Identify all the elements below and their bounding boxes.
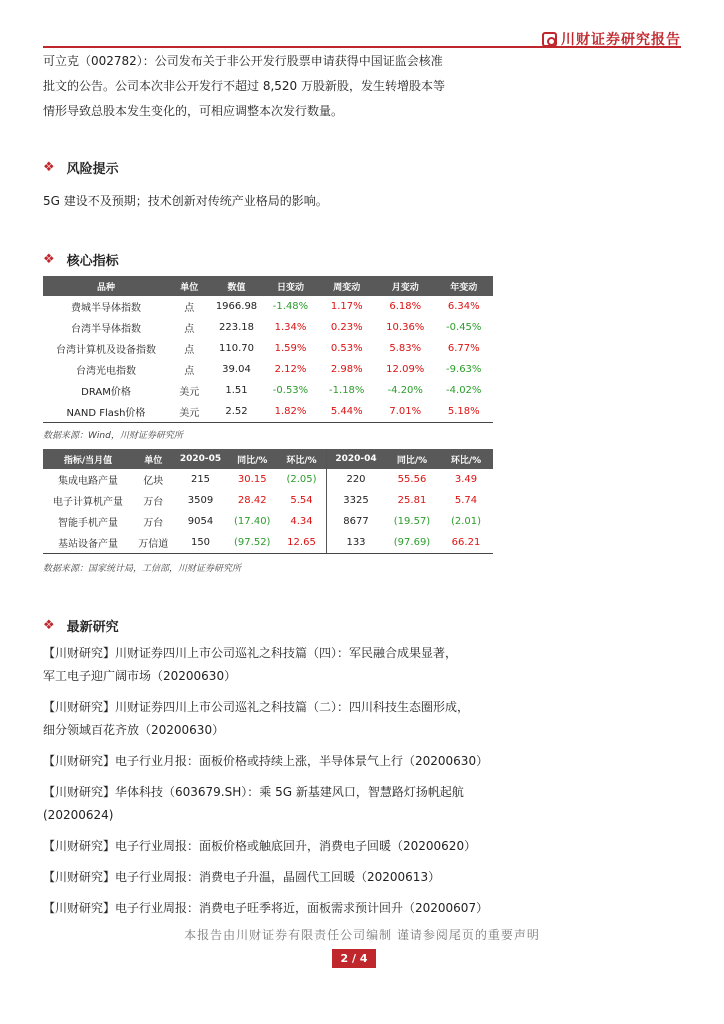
table-cell: 5.74 (454, 495, 478, 506)
column-header: 环比/% (277, 449, 327, 469)
list-item (43, 696, 503, 742)
core-indicators-table (43, 276, 493, 423)
table-cell: -4.20% (387, 385, 423, 396)
table-cell: 12.65 (277, 532, 327, 553)
table-cell: 2.98% (330, 364, 363, 375)
table-row (43, 490, 493, 511)
list-item (43, 897, 503, 920)
table-cell: 8677 (327, 511, 386, 532)
table-header-row (43, 449, 493, 469)
research-item-line: 【川财研究】电子行业周报：消费电子升温，晶圆代工回暖（20200613） (43, 870, 441, 884)
table-cell: 3.49 (454, 474, 478, 485)
table-cell: NAND Flash价格 (43, 401, 169, 422)
table-cell: 2.12% (274, 364, 307, 375)
risk-title: 风险提示 (66, 162, 119, 177)
footer-disclaimer: 本报告由川财证券有限责任公司编制 谨请参阅尾页的重要声明 (184, 928, 540, 942)
column-header: 品种 (43, 276, 169, 296)
brand-logo-icon (542, 32, 557, 47)
table-cell: 美元 (179, 387, 200, 398)
list-item (43, 642, 503, 688)
table-cell: 55.56 (397, 474, 427, 485)
page-number-badge: 2 / 4 (332, 949, 376, 968)
table-cell: 万台 (143, 518, 164, 529)
table-cell: 台湾计算机及设备指数 (56, 345, 156, 356)
table-cell: 133 (327, 532, 386, 553)
table-cell: 费城半导体指数 (71, 303, 141, 314)
latest-title: 最新研究 (66, 620, 119, 635)
table-cell: 12.09% (386, 364, 425, 375)
column-header: 月变动 (376, 276, 435, 296)
risk-text: 5G 建设不及预期；技术创新对传统产业格局的影响。 (43, 194, 328, 208)
column-header: 日变动 (264, 276, 318, 296)
table-cell: (97.52) (228, 532, 278, 553)
column-header: 同比/% (385, 449, 439, 469)
table-cell: -0.53% (272, 385, 309, 396)
table-cell: 5.18% (435, 401, 494, 422)
research-item-line: 细分领域百花齐放（20200630） (43, 723, 225, 737)
table-cell: 2.52 (210, 401, 264, 422)
column-header: 单位 (169, 276, 210, 296)
table-cell: 1.17% (330, 301, 363, 312)
table-cell: 6.18% (389, 301, 422, 312)
table-cell: 5.83% (389, 343, 422, 354)
table-row (43, 401, 493, 422)
table-cell: 3325 (327, 490, 386, 511)
table-cell: 215 (190, 474, 211, 485)
table-cell: 0.53% (330, 343, 363, 354)
table-cell: 28.42 (237, 495, 267, 506)
table-cell: 电子计算机产量 (53, 497, 123, 508)
core-source: 数据来源：Wind，川财证券研究所 (43, 431, 183, 441)
table-cell: 万台 (143, 497, 164, 508)
table-cell: 30.15 (237, 474, 267, 485)
table-cell: (19.57) (393, 516, 431, 527)
table-cell: 110.70 (219, 343, 254, 354)
table-row (43, 532, 493, 553)
table-cell: 台湾光电指数 (76, 366, 136, 377)
research-item-line: 【川财研究】川财证券四川上市公司巡礼之科技篇（四）：军民融合成果显著， (43, 646, 458, 660)
research-item-line: 【川财研究】电子行业周报：面板价格或触底回升，消费电子回暖（20200620） (43, 839, 477, 853)
research-item-line: 【川财研究】川财证券四川上市公司巡礼之科技篇（二）：四川科技生态圈形成， (43, 700, 470, 714)
column-header: 环比/% (439, 449, 493, 469)
intro-line: 情形导致总股本发生变化的，可相应调整本次发行数量。 (43, 104, 344, 118)
column-header: 指标/当月值 (43, 449, 133, 469)
column-header: 周变动 (318, 276, 377, 296)
table-cell: (2.05) (286, 474, 317, 485)
table-cell: 智能手机产量 (58, 518, 118, 529)
table-cell: 1.82% (264, 401, 318, 422)
table-cell: 万信道 (133, 532, 174, 553)
table-cell: 3509 (187, 495, 214, 506)
table-cell: 美元 (169, 401, 210, 422)
table-cell: 6.77% (447, 343, 480, 354)
table-cell: DRAM价格 (81, 387, 131, 398)
risk-section-title (43, 158, 119, 177)
table-cell: 5.44% (318, 401, 377, 422)
table-cell: 150 (174, 532, 228, 553)
table-cell: -0.45% (446, 322, 482, 333)
research-list (43, 642, 503, 928)
research-item-line: 【川财研究】电子行业周报：消费电子旺季将近，面板需求预计回升（20200607） (43, 901, 489, 915)
report-header-title: 川财证券研究报告 (561, 32, 681, 48)
table-cell: 集成电路产量 (58, 476, 118, 487)
column-header: 单位 (133, 449, 174, 469)
table-row (43, 296, 493, 317)
table-cell: 台湾半导体指数 (71, 324, 141, 335)
table-cell: 9054 (187, 516, 214, 527)
list-item (43, 866, 503, 889)
table-cell: 0.23% (330, 322, 363, 333)
table-cell: 220 (327, 469, 386, 490)
table-cell: 4.34 (290, 516, 313, 527)
table-cell: (17.40) (234, 516, 271, 527)
column-header: 数值 (210, 276, 264, 296)
table-cell: 1.34% (274, 322, 307, 333)
table-cell: 66.21 (439, 532, 493, 553)
table-cell: (2.01) (450, 516, 482, 527)
table-cell: (97.69) (385, 532, 439, 553)
table-cell: 点 (184, 303, 195, 314)
table-cell: 1.51 (225, 385, 248, 396)
table-cell: 1966.98 (215, 301, 258, 312)
diamond-bullet-icon: ❖ (43, 618, 55, 633)
table-cell: 5.54 (290, 495, 313, 506)
table-cell: -1.18% (329, 385, 365, 396)
table-cell: 点 (184, 366, 195, 377)
table-cell: 25.81 (397, 495, 427, 506)
table-cell: -4.02% (446, 385, 482, 396)
table-cell: 39.04 (222, 364, 251, 375)
latest-section-title (43, 616, 119, 635)
table-cell: 10.36% (386, 322, 425, 333)
production-source: 数据来源：国家统计局，工信部，川财证券研究所 (43, 564, 242, 574)
table-cell: -1.48% (272, 301, 309, 312)
table-cell: -9.63% (446, 364, 482, 375)
table-row (43, 317, 493, 338)
column-header: 2020-04 (327, 449, 386, 469)
table-row (43, 380, 493, 401)
research-item-line: 军工电子迎广阔市场（20200630） (43, 669, 237, 683)
list-item (43, 835, 503, 858)
intro-line: 批文的公告。公司本次非公开发行不超过 8,520 万股新股，发生转增股本等 (43, 79, 445, 93)
diamond-bullet-icon: ❖ (43, 160, 55, 175)
table-row (43, 338, 493, 359)
table-cell: 基站设备产量 (43, 532, 133, 553)
production-table (43, 449, 493, 554)
column-header: 年变动 (435, 276, 494, 296)
core-title: 核心指标 (66, 254, 119, 269)
research-item-line: (20200624) (43, 808, 114, 822)
table-header-row (43, 276, 493, 296)
table-cell: 7.01% (376, 401, 435, 422)
column-header: 同比/% (228, 449, 278, 469)
table-cell: 1.59% (274, 343, 307, 354)
list-item (43, 750, 503, 773)
diamond-bullet-icon: ❖ (43, 252, 55, 267)
research-item-line: 【川财研究】华体科技（603679.SH）：乘 5G 新基建风口，智慧路灯扬帆起航 (43, 785, 464, 799)
table-cell: 点 (184, 345, 195, 356)
table-row (43, 359, 493, 380)
table-cell: 点 (184, 324, 195, 335)
column-header: 2020-05 (174, 449, 228, 469)
list-item (43, 781, 503, 827)
research-item-line: 【川财研究】电子行业月报：面板价格或持续上涨，半导体景气上行（20200630） (43, 754, 489, 768)
table-cell: 223.18 (219, 322, 254, 333)
intro-line: 可立克（002782）：公司发布关于非公开发行股票申请获得中国证监会核准 (43, 54, 443, 68)
table-row (43, 511, 493, 532)
header-divider (43, 46, 681, 48)
table-cell: 亿块 (143, 476, 164, 487)
table-cell: 6.34% (447, 301, 480, 312)
table-row (43, 469, 493, 490)
intro-paragraph (43, 49, 493, 124)
core-section-title (43, 250, 119, 269)
